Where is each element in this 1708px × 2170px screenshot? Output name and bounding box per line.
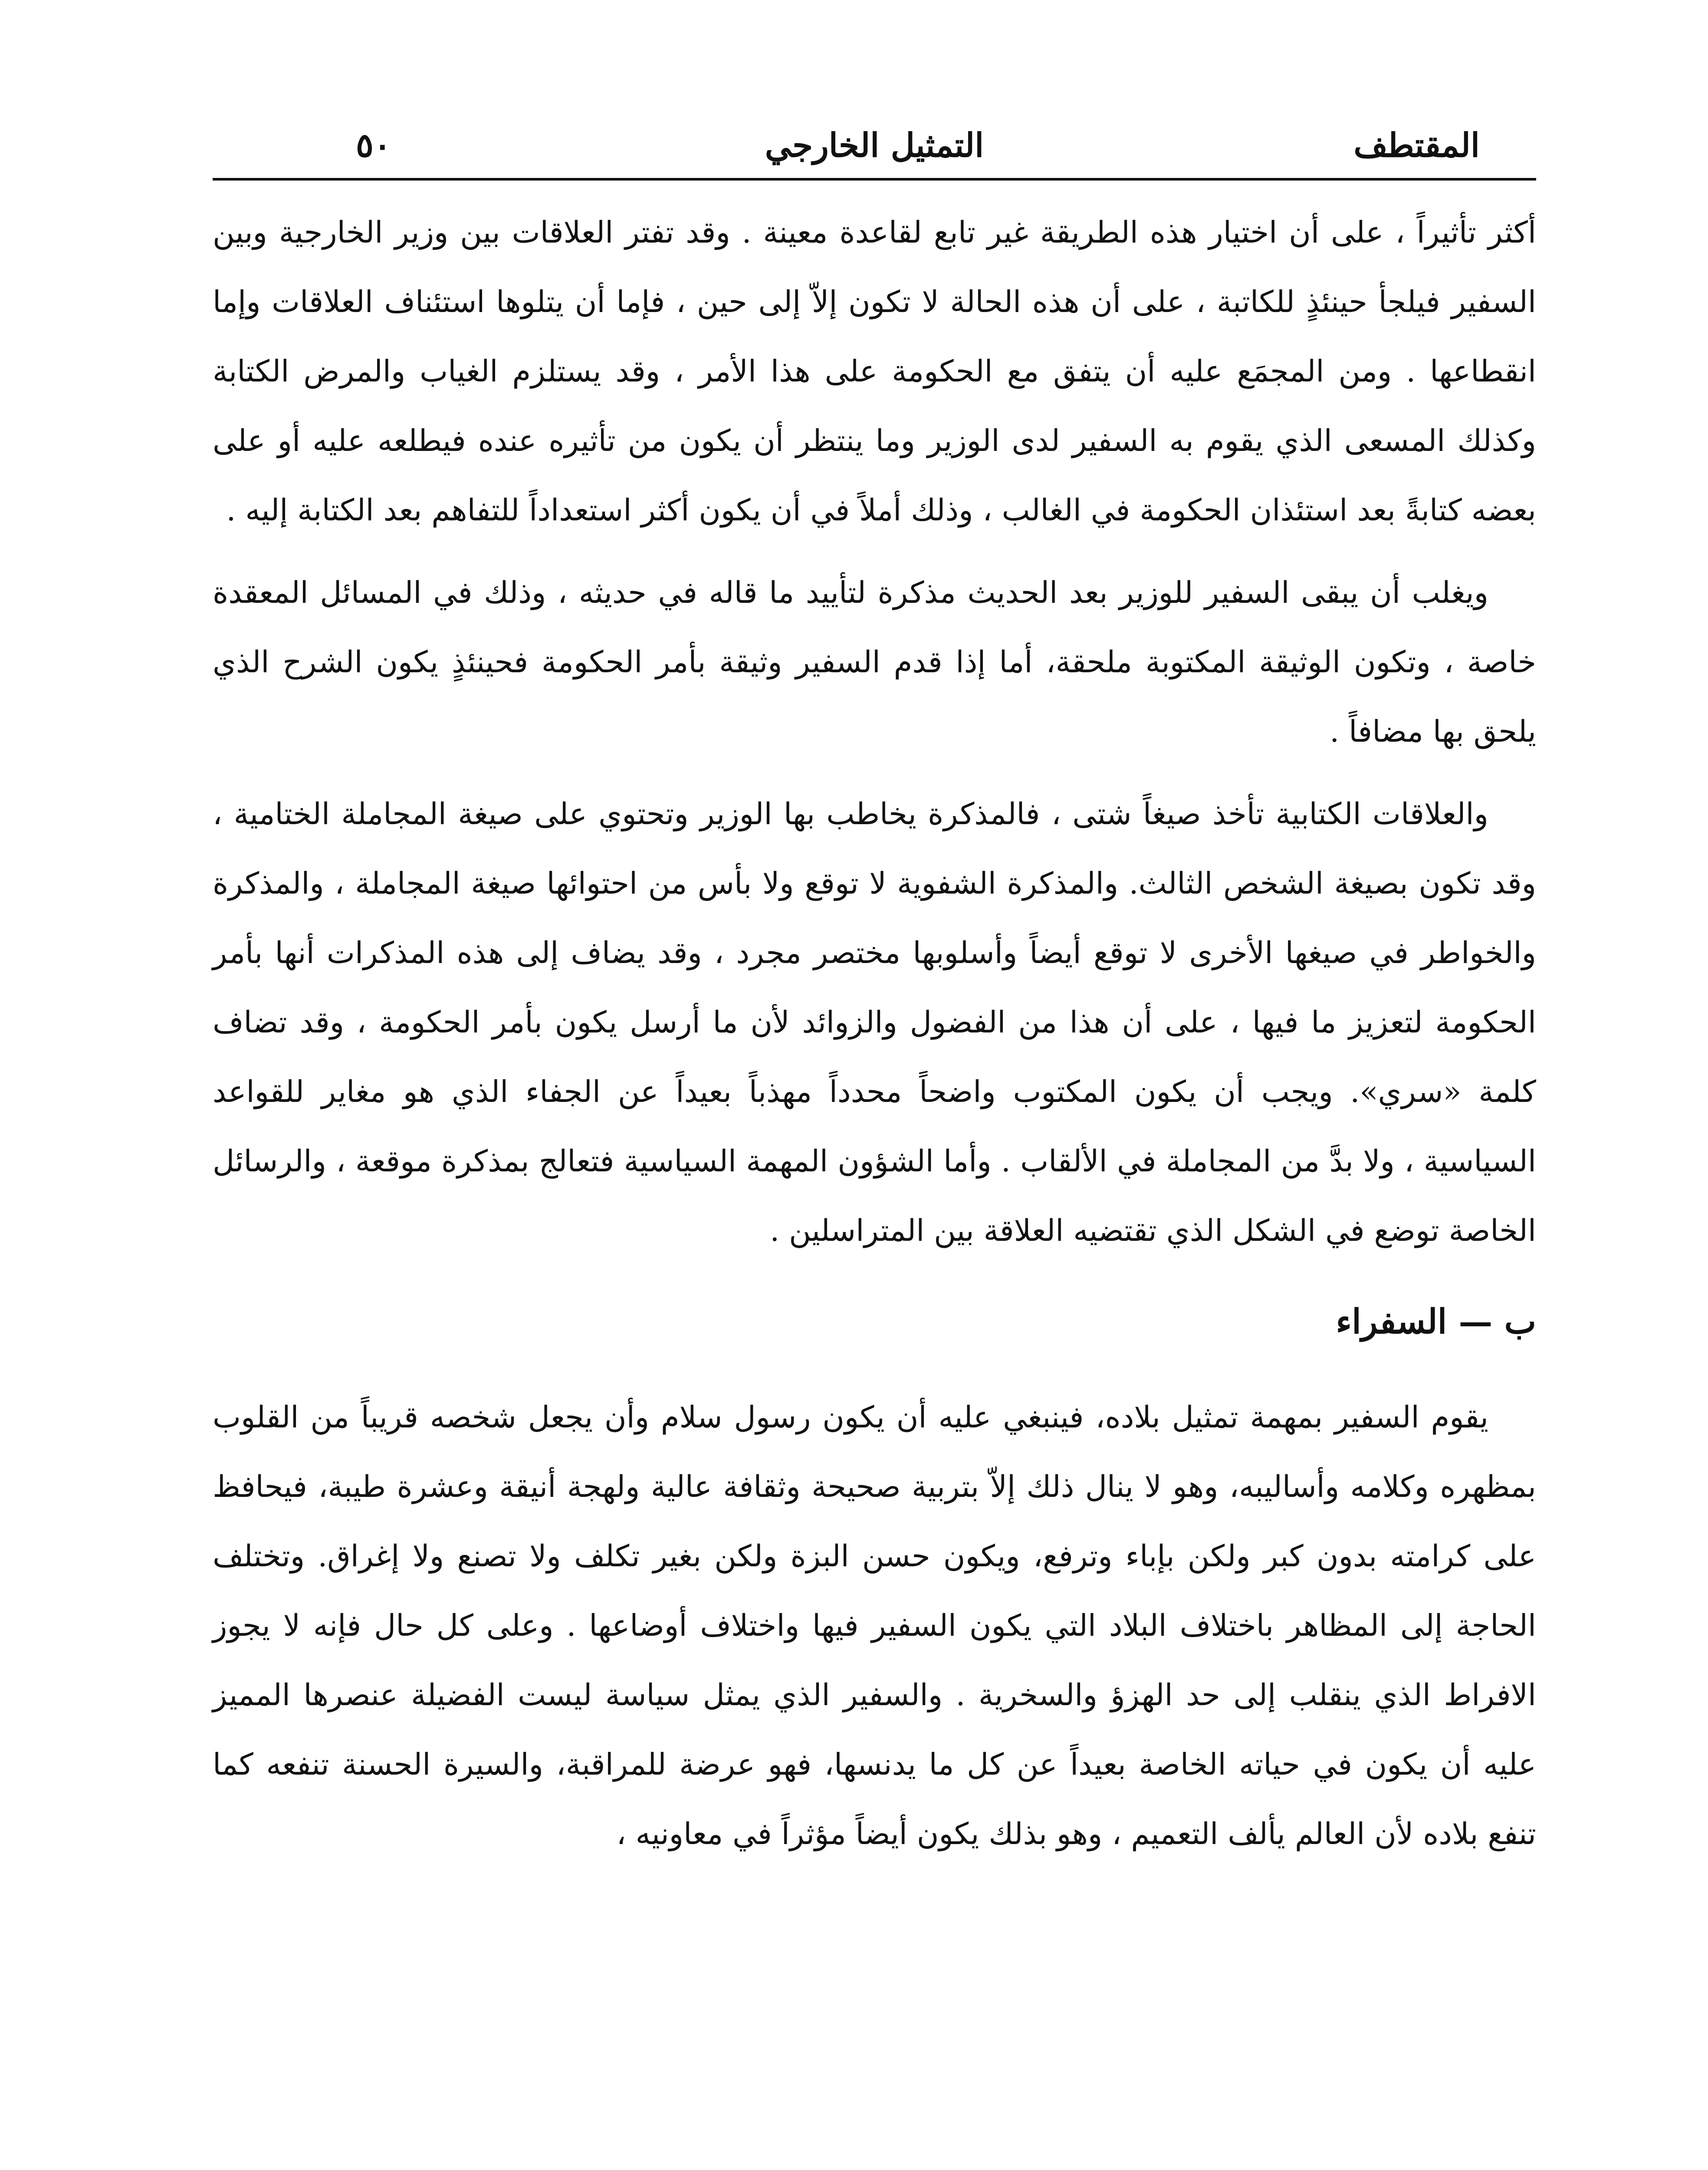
- header-rule: [213, 178, 1536, 181]
- page-number: ٥٠: [356, 126, 391, 164]
- section-heading: ب — السفراء: [1336, 1302, 1536, 1341]
- article-body: [213, 198, 1536, 1869]
- paragraph-1: أكثر تأثيراً ، على أن اختيار هذه الطريقة غير تابع لقاعدة معينة . وقد تفتر العلاقات بين وزير الخارجية وبين السفير فيلجأ حينئذٍ للكاتبة ، على أن هذه الحالة لا تكون إلاّ إلى حين ، فإما أن يتلوها استئناف العلاقات وإما انقطاعها . ومن المجمَع عليه أن يتفق مع الحكومة على هذا الأمر ، وقد يستلزم الغياب والمرض الكتابة وكذلك المسعى الذي يقوم به السفير لدى الوزير وما ينتظر أن يكون من تأثيره عنده فيطلعه عليه أو على بعضه كتابةً بعد استئذان الحكومة في الغالب ، وذلك أملاً في أن يكون أكثر استعداداً للتفاهم بعد الكتابة إليه .: [213, 215, 1536, 528]
- document-page: [213, 108, 1536, 2170]
- journal-name: المقتطف: [1353, 126, 1480, 164]
- running-header: [213, 108, 1536, 178]
- paragraph-2: ويغلب أن يبقى السفير للوزير بعد الحديث مذكرة لتأييد ما قاله في حديثه ، وذلك في المسائل المعقدة خاصة ، وتكون الوثيقة المكتوبة ملحقة، أما إذا قدم السفير وثيقة بأمر الحكومة فحينئذٍ يكون الشرح الذي يلحق بها مضافاً .: [213, 575, 1536, 749]
- paragraph-3: والعلاقات الكتابية تأخذ صيغاً شتى ، فالمذكرة يخاطب بها الوزير وتحتوي على صيغة المجاملة الختامية ، وقد تكون بصيغة الشخص الثالث. والمذكرة الشفوية لا توقع ولا بأس من احتوائها صيغة المجاملة ، والمذكرة والخواطر في صيغها الأخرى لا توقع أيضاً وأسلوبها مختصر مجرد ، وقد يضاف إلى هذه المذكرات أنها بأمر الحكومة لتعزيز ما فيها ، على أن هذا من الفضول والزوائد لأن ما أرسل يكون بأمر الحكومة ، وقد تضاف كلمة «سري». ويجب أن يكون المكتوب واضحاً محدداً مهذباً بعيداً عن الجفاء الذي هو مغاير للقواعد السياسية ، ولا بدَّ من المجاملة في الألقاب . وأما الشؤون المهمة السياسية فتعالج بمذكرة موقعة ، والرسائل الخاصة توضع في الشكل الذي تقتضيه العلاقة بين المتراسلين .: [213, 797, 1536, 1248]
- article-title: التمثيل الخارجي: [765, 126, 984, 164]
- paragraph-4: يقوم السفير بمهمة تمثيل بلاده، فينبغي عليه أن يكون رسول سلام وأن يجعل شخصه قريباً من القلوب بمظهره وكلامه وأساليبه، وهو لا ينال ذلك إلاّ بتربية صحيحة وثقافة عالية ولهجة أنيقة وعشرة طيبة، فيحافظ على كرامته بدون كبر ولكن بإباء وترفع، ويكون حسن البزة ولكن بغير تكلف ولا تصنع ولا إغراق. وتختلف الحاجة إلى المظاهر باختلاف البلاد التي يكون السفير فيها واختلاف أوضاعها . وعلى كل حال فإنه لا يجوز الافراط الذي ينقلب إلى حد الهزؤ والسخرية . والسفير الذي يمثل سياسة ليست الفضيلة عنصرها المميز عليه أن يكون في حياته الخاصة بعيداً عن كل ما يدنسها، فهو عرضة للمراقبة، والسيرة الحسنة تنفعه كما تنفع بلاده لأن العالم يألف التعميم ، وهو بذلك يكون أيضاً مؤثراً في معاونيه ،: [213, 1400, 1536, 1851]
